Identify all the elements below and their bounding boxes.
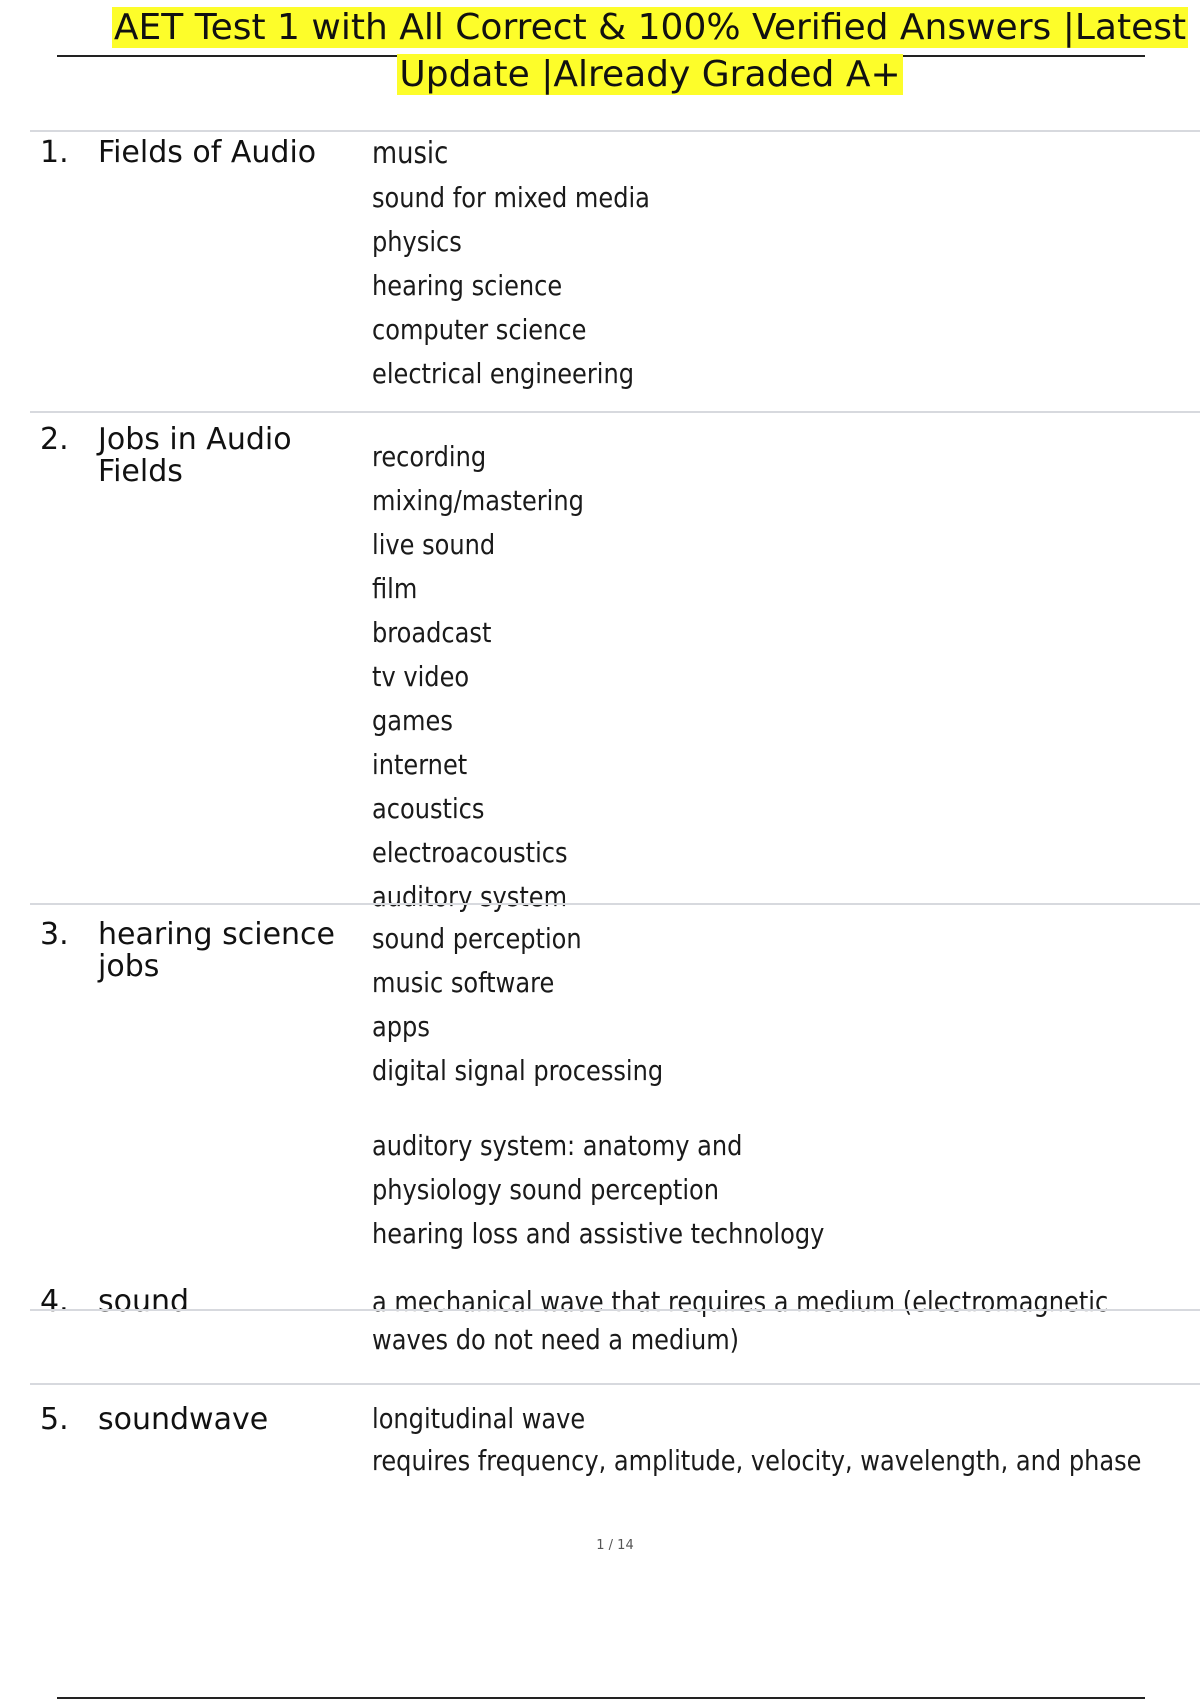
answer-line: recording bbox=[372, 440, 487, 473]
answer-line: digital signal processing bbox=[372, 1054, 664, 1087]
answer-line: broadcast bbox=[372, 616, 492, 649]
answer-line: hearing science bbox=[372, 269, 563, 302]
answer-line: acoustics bbox=[372, 792, 485, 825]
question-number: 4. bbox=[40, 1284, 69, 1319]
answer-line: auditory system bbox=[372, 880, 568, 913]
question-term: soundwave bbox=[98, 1402, 269, 1437]
answer-line: games bbox=[372, 704, 453, 737]
answer-list-extra bbox=[372, 1124, 1060, 1256]
answer-list bbox=[372, 917, 1060, 1093]
answer-line: sound for mixed media bbox=[372, 181, 650, 214]
answer-line: mixing/mastering bbox=[372, 484, 584, 517]
row-divider bbox=[30, 1383, 1200, 1385]
document-title-container bbox=[100, 4, 1200, 98]
answer-line: physiology sound perception bbox=[372, 1173, 720, 1206]
answer-line: internet bbox=[372, 748, 468, 781]
answer-line: requires frequency, amplitude, velocity, wavelength, and phase bbox=[372, 1444, 1142, 1477]
row-divider bbox=[30, 903, 1200, 905]
footer-rule bbox=[57, 1697, 1145, 1699]
answer-line: electroacoustics bbox=[372, 836, 568, 869]
question-number: 5. bbox=[40, 1402, 69, 1437]
question-term: sound bbox=[98, 1284, 190, 1319]
page-number: 1 / 14 bbox=[596, 1538, 634, 1553]
answer-line: music software bbox=[372, 966, 555, 999]
question-number: 3. bbox=[40, 917, 69, 952]
answer-line: physics bbox=[372, 225, 462, 258]
answer-line: tv video bbox=[372, 660, 470, 693]
row-divider bbox=[30, 411, 1200, 413]
answer-line: auditory system: anatomy and bbox=[372, 1129, 743, 1162]
row-divider bbox=[30, 1309, 1200, 1311]
answer-line: electrical engineering bbox=[372, 357, 635, 390]
question-term: Fields of Audio bbox=[98, 135, 317, 170]
answer-line: apps bbox=[372, 1010, 430, 1043]
answer-line: film bbox=[372, 572, 418, 605]
question-number: 2. bbox=[40, 422, 69, 457]
answer-list bbox=[372, 1398, 1142, 1482]
question-term: hearing science jobs bbox=[98, 917, 335, 984]
answer-text: a mechanical wave that requires a medium (electromagnetic waves do not need a medium) bbox=[372, 1285, 1109, 1356]
question-term: Jobs in Audio Fields bbox=[98, 422, 292, 489]
answer-list bbox=[372, 132, 1060, 396]
answer-line: computer science bbox=[372, 313, 587, 346]
answer-line: hearing loss and assistive technology bbox=[372, 1217, 825, 1250]
answer-line: music bbox=[372, 136, 449, 171]
answer-line: sound perception bbox=[372, 922, 582, 955]
question-number: 1. bbox=[40, 135, 69, 170]
answer-line: longitudinal wave bbox=[372, 1402, 586, 1435]
document-title: AET Test 1 with All Correct & 100% Verified Answers |Latest Update |Already Graded A+ bbox=[113, 7, 1187, 95]
answer-list bbox=[372, 435, 1060, 919]
answer-line: live sound bbox=[372, 528, 496, 561]
